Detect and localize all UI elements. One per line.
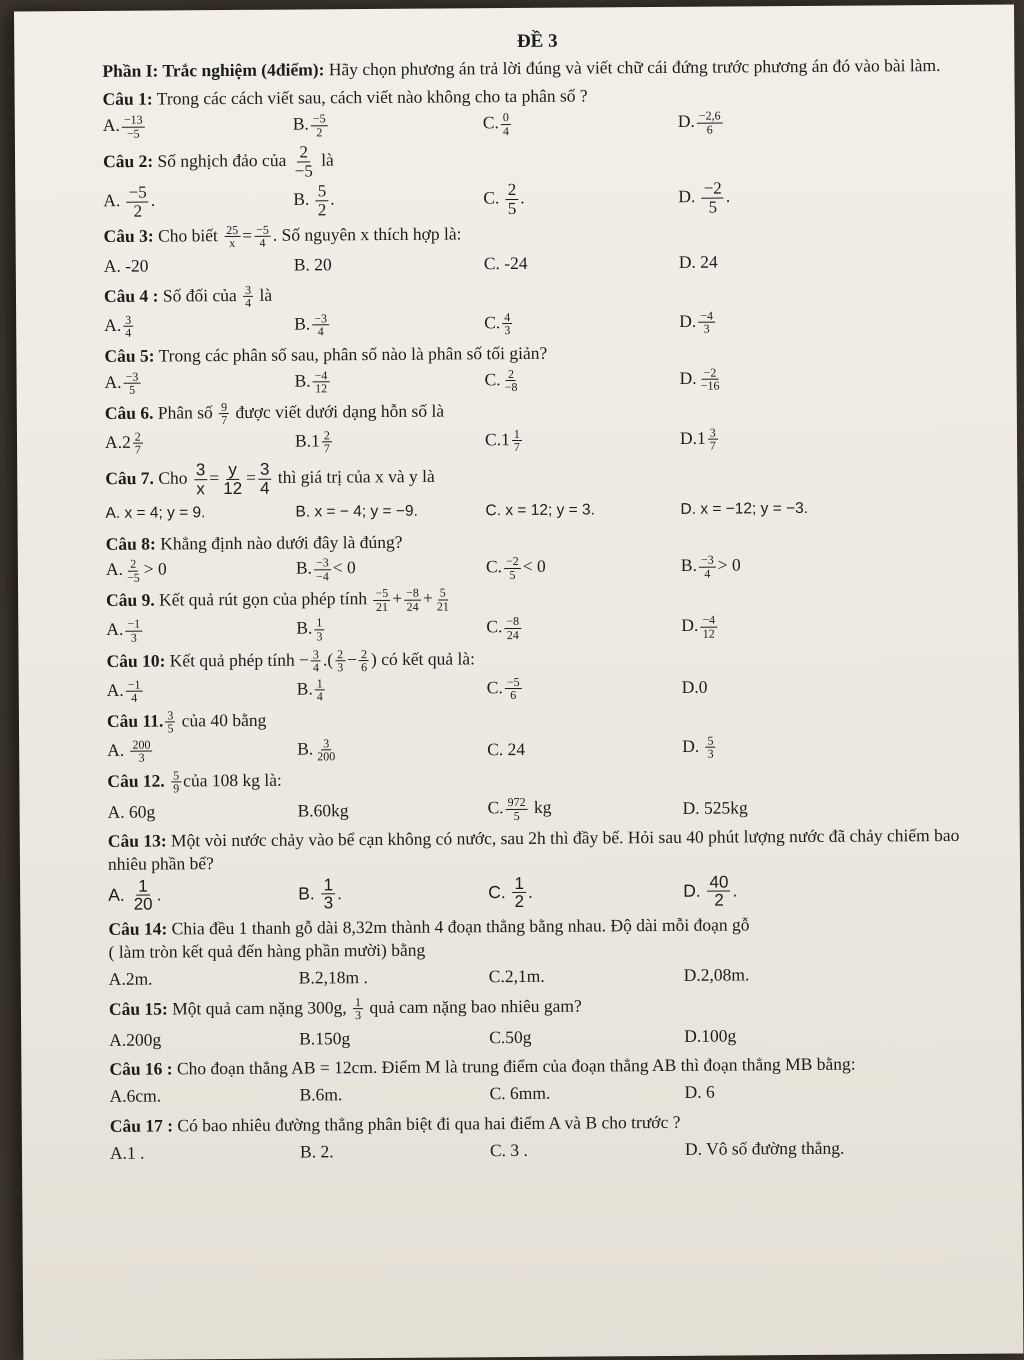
options bbox=[109, 1020, 979, 1054]
option-d[interactable]: D.0 bbox=[681, 676, 708, 698]
option-d[interactable]: D. $\frac{-4}{3}$ bbox=[679, 308, 869, 336]
option-c[interactable]: C. x = 12; y = 3. bbox=[485, 501, 595, 520]
question-1: Câu 1: Trong các cách viết sau, cách viết nào không cho ta phân số ? A. $\frac{-13}{-5}$ B. $\frac{-5}{2}$ C. $\frac{0}{4}$ D. $\frac{-2,6}{6}$ bbox=[103, 82, 973, 141]
option-b[interactable]: B. $\frac{5}{2}$ . bbox=[293, 181, 335, 220]
options bbox=[110, 1133, 980, 1167]
options bbox=[108, 792, 978, 826]
exam-content bbox=[102, 27, 980, 1167]
option-d[interactable]: D. 525kg bbox=[682, 797, 748, 818]
question-6: Câu 6. Phân số $\frac{9}{7}$ được viết dưới dạng hỗn số là A.2 $\frac{2}{7}$ B.1 $\frac{2}{7}$ C.1 $\frac{1}{7}$ D.1 $\frac{3}{7}$ bbox=[105, 395, 975, 457]
options bbox=[103, 178, 973, 221]
option-b[interactable]: B. $\frac{-5}{2}$ bbox=[293, 111, 483, 139]
option-a[interactable]: A. $\frac{200}{3}$ bbox=[107, 737, 297, 765]
options bbox=[105, 424, 975, 458]
options bbox=[103, 107, 973, 141]
option-b[interactable]: B. $\frac{1}{4}$ bbox=[296, 675, 323, 704]
option-a[interactable]: A. $\frac{2}{-5}$ > 0 bbox=[105, 556, 167, 585]
question-4: Câu 4 : Số đối của $\frac{3}{4}$ là A. $\frac{3}{4}$ B. $\frac{-3}{4}$ C. $\frac{4}{3}$ D. $\frac{-4}{3}$ bbox=[104, 279, 974, 341]
options bbox=[104, 247, 974, 281]
option-a[interactable]: A. $\frac{-5}{2}$ . bbox=[103, 182, 156, 221]
option-b[interactable]: B.150g bbox=[299, 1027, 351, 1049]
option-c[interactable]: C. $\frac{0}{4}$ bbox=[482, 110, 509, 138]
option-b[interactable]: B. $\frac{1}{3}$ . bbox=[298, 874, 343, 913]
option-c[interactable]: C. 3 . bbox=[489, 1139, 528, 1161]
exam-sheet bbox=[14, 5, 1023, 1360]
question-8: Câu 8: Khẳng định nào dưới đây là đúng? A. $\frac{2}{-5}$ > 0 B. $\frac{-3}{-4}$ < 0 C. $\frac{-2}{5}$ < 0 B. $\frac{-3}{4}$ > 0 bbox=[106, 526, 976, 585]
option-d[interactable]: D.100g bbox=[684, 1025, 737, 1046]
option-b[interactable]: B. $\frac{-4}{12}$ bbox=[295, 368, 485, 396]
option-c[interactable]: C. $\frac{-8}{24}$ bbox=[486, 614, 681, 642]
options bbox=[106, 551, 976, 585]
option-b[interactable]: B.60kg bbox=[297, 799, 349, 821]
option-b[interactable]: B. $\frac{1}{3}$ bbox=[296, 615, 323, 644]
options bbox=[108, 871, 978, 914]
exam-title: ĐỀ 3 bbox=[516, 30, 558, 52]
options bbox=[104, 307, 974, 341]
option-a[interactable]: A. 60g bbox=[107, 801, 156, 822]
option-b[interactable]: B. $\frac{-3}{4}$ bbox=[294, 311, 484, 339]
option-c[interactable]: C. $\frac{972}{5}$ kg bbox=[487, 794, 552, 823]
question-9: Câu 9. Kết quả rút gọn của phép tính $\frac{-5}{21}$ + $\frac{-8}{24}$ + $\frac{5}{21}$ A. $\frac{-1}{3}$ B. $\frac{1}{3}$ C. $\frac{-8}{24}$ D. $\frac{-4}{12}$ bbox=[106, 583, 976, 645]
option-a[interactable]: A.6cm. bbox=[109, 1085, 162, 1107]
option-c[interactable]: C.50g bbox=[489, 1026, 532, 1047]
option-c[interactable]: C. $\frac{2}{5}$ . bbox=[483, 179, 525, 218]
option-b[interactable]: B.1 $\frac{2}{7}$ bbox=[294, 428, 330, 456]
options bbox=[106, 611, 976, 645]
option-a[interactable]: A.1 . bbox=[109, 1142, 145, 1163]
options bbox=[105, 363, 975, 397]
option-d[interactable]: D.2,08m. bbox=[683, 964, 750, 986]
option-d[interactable]: D. $\frac{5}{3}$ bbox=[682, 733, 714, 762]
option-a[interactable]: A. $\frac{-13}{-5}$ bbox=[103, 113, 293, 141]
option-b[interactable]: B. 20 bbox=[293, 254, 332, 275]
option-d[interactable]: D. $\frac{-2}{5}$ . bbox=[678, 178, 731, 217]
option-c[interactable]: C. $\frac{-2}{5}$ < 0 bbox=[485, 554, 546, 582]
options bbox=[107, 732, 977, 766]
option-b[interactable]: B. 2. bbox=[299, 1141, 334, 1162]
option-d[interactable]: D. $\frac{-2,6}{6}$ bbox=[678, 109, 868, 137]
question-10: Câu 10: Kết quả phép tính − $\frac{3}{4}$ .( $\frac{2}{3}$ − $\frac{2}{6}$ ) có kết quả là: A. $\frac{-1}{4}$ B. $\frac{1}{4}$ C. $\frac{-5}{6}$ D.0 bbox=[106, 643, 976, 705]
part-label: Phần I: Trắc nghiệm (4điểm): bbox=[102, 59, 325, 81]
option-c[interactable]: C.1 $\frac{1}{7}$ bbox=[484, 426, 520, 455]
option-c[interactable]: C. 6mm. bbox=[489, 1083, 551, 1104]
option-a[interactable]: A. $\frac{-1}{3}$ bbox=[106, 617, 296, 645]
question-5: Câu 5: Trong các phân số sau, phân số nào là phân số tối giản? A. $\frac{-3}{5}$ B. $\frac{-4}{12}$ C. $\frac{2}{-8}$ D. $\frac{-2}{-16}$ bbox=[104, 339, 974, 398]
option-a[interactable]: A. $\frac{1}{20}$ . bbox=[108, 876, 162, 915]
option-c[interactable]: C. 24 bbox=[487, 738, 526, 759]
option-b[interactable]: B. $\frac{-3}{-4}$ < 0 bbox=[295, 555, 356, 584]
option-b[interactable]: B.2,18m . bbox=[298, 967, 368, 988]
option-a[interactable]: A.2m. bbox=[108, 968, 153, 990]
options bbox=[105, 494, 975, 528]
question-17: Câu 17 : Có bao nhiêu đường thẳng phân biệt đi qua hai điểm A và B cho trước ? A.1 . B. 2. C. 3 . D. Vô số đường thẳng. bbox=[110, 1108, 980, 1167]
option-d[interactable]: D. $\frac{-2}{-16}$ bbox=[679, 365, 720, 393]
question-11: Câu 11. $\frac{3}{5}$ của 40 bằng A. $\frac{200}{3}$ B. $\frac{3}{200}$ C. 24 D. $\frac{5}{3}$ bbox=[107, 703, 977, 765]
question-14: Câu 14: Chia đều 1 thanh gỗ dài 8,32m thành 4 đoạn thẳng bằng nhau. Độ dài mỗi đoạn gỗ ( làm tròn kết quả đến hàng phần mười) bằng A.2m. B.2,18m . C.2,1m. D.2,08m. bbox=[108, 912, 979, 994]
question-15: Câu 15: Một quả cam nặng 300g, $\frac{1}{3}$ quả cam nặng bao nhiêu gam? A.200g B.150g C.50g D.100g bbox=[109, 992, 979, 1054]
option-b[interactable]: B. x = − 4; y = −9. bbox=[295, 503, 418, 522]
question-12: Câu 12. $\frac{5}{9}$ của 108 kg là: A. 60g B.60kg C. $\frac{972}{5}$ kg D. 525kg bbox=[107, 764, 977, 826]
option-a[interactable]: A. $\frac{3}{4}$ bbox=[104, 312, 132, 341]
option-b[interactable]: B. $\frac{3}{200}$ bbox=[297, 736, 336, 764]
option-d[interactable]: D. 6 bbox=[684, 1081, 715, 1103]
option-d[interactable]: D. x = −12; y = −3. bbox=[680, 500, 809, 519]
option-d[interactable]: D.1 $\frac{3}{7}$ bbox=[679, 425, 716, 454]
part-instruction: Phần I: Trắc nghiệm (4điểm): Hãy chọn phương án trả lời đúng và viết chữ cái đứng trước phương án đó vào bài làm. bbox=[102, 54, 941, 81]
option-a[interactable]: A. x = 4; y = 9. bbox=[105, 504, 206, 523]
option-c[interactable]: C. $\frac{4}{3}$ bbox=[484, 309, 511, 338]
option-c[interactable]: C. $\frac{1}{2}$ . bbox=[488, 873, 533, 912]
option-d[interactable]: D. $\frac{-4}{12}$ bbox=[681, 613, 871, 641]
options bbox=[109, 1076, 979, 1110]
option-d[interactable]: D. Vô số đường thẳng. bbox=[684, 1137, 845, 1159]
option-b[interactable]: B.6m. bbox=[299, 1084, 343, 1105]
option-c[interactable]: C.2,1m. bbox=[488, 966, 545, 987]
options bbox=[107, 671, 977, 705]
option-a[interactable]: A. $\frac{-3}{5}$ bbox=[105, 369, 295, 397]
question-16: Câu 16 : Cho đoạn thẳng AB = 12cm. Điểm M là trung điểm của đoạn thẳng AB thì đoạn thẳng MB bằng: A.6cm. B.6m. C. 6mm. D. 6 bbox=[109, 1052, 979, 1111]
option-a[interactable]: A.2 $\frac{2}{7}$ bbox=[104, 429, 141, 458]
question-7: Câu 7. Cho $\frac{3}{x}$ = $\frac{y}{12}$ = $\frac{3}{4}$ thì giá trị của x và y là A. x = 4; y = 9. B. x = − 4; y = −9. C. x = 12; y = 3. D. x = −12; y = −3. bbox=[105, 456, 975, 529]
option-d[interactable]: D. $\frac{40}{2}$ . bbox=[683, 872, 738, 911]
question-2: Câu 2: Số nghịch đảo của $\frac{2}{-5}$ là A. $\frac{-5}{2}$ . B. $\frac{5}{2}$ . C. $\frac{2}{5}$ . D. $\frac{-2}{5}$ . bbox=[103, 139, 974, 220]
option-a[interactable]: A.200g bbox=[109, 1029, 162, 1050]
option-c[interactable]: C. $\frac{2}{-8}$ bbox=[484, 366, 518, 395]
option-a[interactable]: A. $\frac{-1}{4}$ bbox=[107, 677, 297, 705]
options bbox=[109, 960, 979, 994]
question-3: Câu 3: Cho biết $\frac{25}{x}$ = $\frac{-5}{4}$ . Số nguyên x thích hợp là: A. -20 B. 20 C. -24 D. 24 bbox=[104, 218, 974, 280]
option-d[interactable]: B. $\frac{-3}{4}$ > 0 bbox=[680, 552, 741, 581]
option-a[interactable]: A. -20 bbox=[103, 255, 149, 277]
option-c[interactable]: C. -24 bbox=[483, 253, 528, 274]
option-d[interactable]: D. 24 bbox=[678, 251, 718, 273]
question-13: Câu 13: Một vòi nước chảy vào bể cạn không có nước, sau 2h thì đầy bể. Hỏi sau 40 phút lượng nước đã chảy chiếm bao nhiêu phần bể? A. $\frac{1}{20}$ . B. $\frac{1}{3}$ . C. $\frac{1}{2}$ . D. $\frac{40}{2}$ . bbox=[108, 824, 979, 914]
option-c[interactable]: C. $\frac{-5}{6}$ bbox=[487, 674, 682, 702]
